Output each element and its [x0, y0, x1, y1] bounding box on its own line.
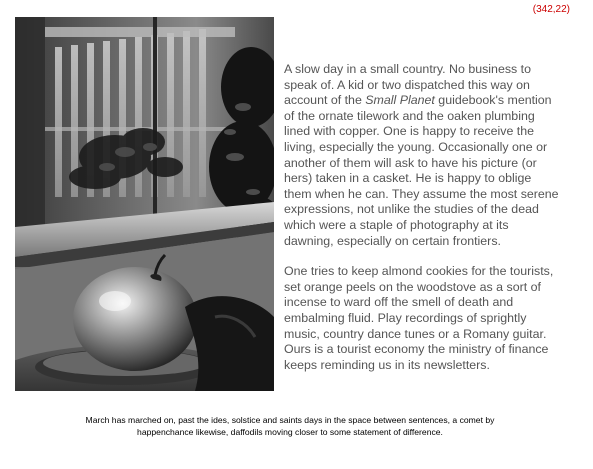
caption-line-1: March has marched on, past the ides, solstice and saints days in the space between sentences, a comet by — [85, 415, 495, 425]
still-life-photo — [15, 17, 274, 391]
photo-image — [15, 17, 274, 391]
paragraph-2: One tries to keep almond cookies for the tourists, set orange peels on the woodstove as a sort of incense to ward off the smell of death and embalming fluid. Play recordings of sprightly music, country dance tunes or a Romany guitar. Ours is a tourist economy the ministry of finance keeps reminding us in its newsletters. — [284, 264, 554, 372]
body-text — [284, 62, 560, 388]
paragraph-1-start: A slow day in a small country. No business to speak of. A kid or two dispatched this way on account of the — [284, 62, 532, 108]
coordinates-readout: (342,22) — [532, 4, 570, 15]
paragraph-1 — [284, 62, 560, 249]
guidebook-title: Small Planet — [365, 93, 435, 108]
caption-line-2: happenchance likewise, daffodils moving closer to some statement of difference. — [137, 427, 443, 437]
caption — [20, 414, 560, 438]
paragraph-1-end: guidebook's mention of the ornate tilework and the oaken plumbing lined with copper. One is happy to receive the living, especially the young. Occasionally one or another of them will ask to have his picture (or hers) taken in a casket. He is happy to oblige them when he can. They assume the most serene expressions, not unlike the studies of the dead which were a staple of photography at its dawning, especially on certain frontiers. — [284, 93, 559, 248]
